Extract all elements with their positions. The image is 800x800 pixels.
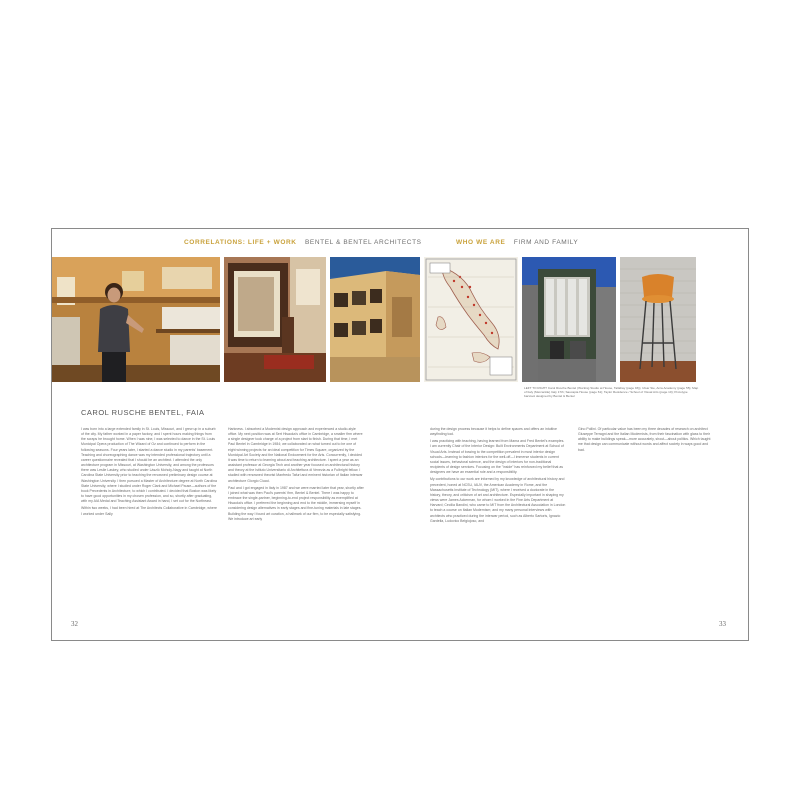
text-column-1 xyxy=(81,427,217,519)
text-column-2 xyxy=(228,427,364,524)
photo-architect-studio xyxy=(52,257,220,382)
paragraph: I was born into a large extended family in St. Louis, Missouri, and I grew up in a suburb of the city. My father worked in a paper factory, and I spent hours making things from the scraps he brought home. When I was nine, I was selected to dance in the St. Louis Municipal Opera production of The Wizard of Oz and continued to perform in the following seasons. Four years later, I started a dance studio in my parents' basement. Teaching and choreographing dance was my intended professional trajectory until a career questionnaire revealed that I should be an architect. I attended the only architecture program in Missouri, at Washington University, and among the professors there was Leslie Laskey, who studied under László Moholy-Nagy and taught at North Carolina State University prior to teaching the renowned preliminary design course at Washington University. I then pursued a Master of Architecture degree at North Carolina State University, where I studied under Roger Clark and Michael Pause—authors of the book Precedents in Architecture, to which I contributed. I decided that Boston was likely to have good opportunities in my chosen profession, and so, shortly after graduating, with my AIA Medal and Teaching Assistant Award in hand, I set out for the Northeast. xyxy=(81,427,217,504)
section-who: WHO WE ARE xyxy=(456,239,506,246)
section-family: FIRM AND FAMILY xyxy=(513,239,579,246)
page-number-left: 32 xyxy=(71,620,78,628)
paragraph: My contributions to our work are informed by my knowledge of architectural history and precedent, honed at NCSU, IAUV, the American Academy in Rome, and the Massachusetts Institute of Technology (MIT), where I received a doctorate in the history, theory, and criticism of art and architecture. Especially important in shaping my views were James Ackerman, for whom I worked in the Fine Arts Department at Harvard; Cecilia Bandini, who came to MIT from the Architectural Association in London to teach a course on Italian Modernism; and my many personal interviews with architects who practiced during the interwar period, such as Alberto Sartoris, Ignazio Gardella, Ludovico Belgiojoso, and xyxy=(430,477,566,523)
text-column-3 xyxy=(430,427,566,526)
photo-building-facade xyxy=(330,257,420,382)
paragraph: Harkness. I absorbed a Modernist design approach and experienced a studio-style office. My next position was at Sert Hisaoka's office in Cambridge, a smaller firm where a single designer took charge of a project from start to finish. During that time, I met Paul Bentel in Cambridge in 1984; we collaborated on what turned out to be one of eight winning projects for an ideal competition for Times Square, organized by the Municipal Art Society and the National Endowment for the Arts. Concurrently, I decided it was time to return to learning about and teaching architecture. I spent a year as an assistant professor at Georgia Tech and another year focused on architectural history and theory at the Istituto Universitario di Architettura di Venezia as a Fulbright fellow. I studied with renowned theorist Manfredo Tafuri and eminent historian of Italian interwar architecture Giorgio Ciucci. xyxy=(228,427,363,483)
running-header xyxy=(184,239,584,246)
section-correlations: CORRELATIONS: LIFE + WORK xyxy=(184,239,297,246)
paragraph: Gino Pollini. Of particular value has been my three decades of research on architect Giuseppe Terragni and the Italian Modernists, from their fascination with glass to their ability to make buildings speak—more accurately, shout—about politics. Which taught me that design can communicate without words and affect society in ways good and bad. xyxy=(578,427,711,452)
page-number-right: 33 xyxy=(719,620,726,628)
photo-barstool xyxy=(620,257,696,382)
paragraph: during the design process because it helps to define spaces and offers an intuitive wayfinding tool. xyxy=(430,427,557,437)
photo-caption: LEFT TO RIGHT Carol Rusche Bentel (Working Studio at House, Tallahay (page 93)); Ulsar Ste, Arca Academy (page 55); Map of Italy (Mercantile) Italy 17th; Saucapia House (page 61); Taylor Residence / School of Visual Arts (page 10); Prototype barstool designed by Bentel & Bentel xyxy=(524,386,699,399)
section-firm: BENTEL & BENTEL ARCHITECTS xyxy=(304,239,422,246)
text-column-4 xyxy=(578,427,714,455)
paragraph: Within two weeks, I had been hired at The Architects Collaborative in Cambridge, where I worked under Sally xyxy=(81,506,217,516)
photo-map-italy xyxy=(424,257,518,382)
paragraph: Paul and I got engaged in Italy in 1987 and we were married later that year, shortly after I joined what was then Paul's parents' firm, Bentel & Bentel. There I was happy to embrace the single-partner, beginning-to-end project responsibility as exemplified at Hisaoka's office. I preferred the beginning and end to the middle, immersing myself in considering design alternatives in early stages and fine-tuning materials in late stages. Building the way I found art curation, a hallmark of our firm, to be especially satisfying. We introduce art early xyxy=(228,485,364,521)
paragraph: I was practicing with teaching, having learned from Mama and Fred Bentel's examples. I am currently Chair of the Interior Design: Built Environments Department at School of Visual Arts. Instead of bowing to the competition prevalent in most interior design schools—learning to fashion interiors for the well-off—I immerse students in current social issues, behavioral science, and the design of interiors for non-traditional recipients of design services. Focusing on the "inside" has reinforced my belief that as designers we have an essential role and a responsibility. xyxy=(430,439,565,475)
book-spread xyxy=(51,228,749,641)
author-name: CAROL RUSCHE BENTEL, FAIA xyxy=(81,408,205,417)
photo-interior-corridor xyxy=(224,257,326,382)
photo-townhouse xyxy=(522,257,616,382)
